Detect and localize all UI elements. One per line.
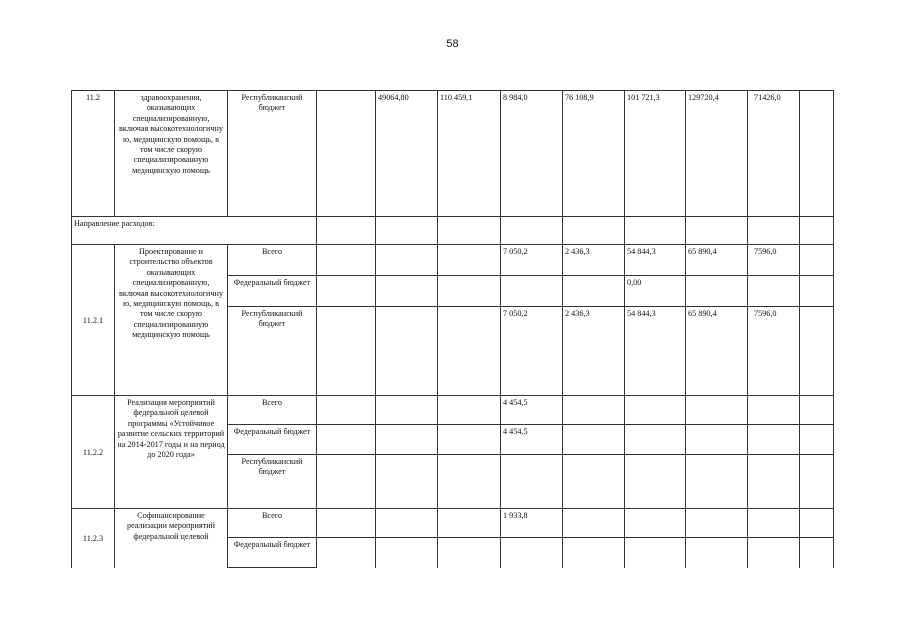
value-cell [317,307,376,396]
funding-source: Федеральный бюджет [228,538,317,568]
value-cell [317,217,376,245]
value-cell [376,509,438,538]
value-cell: 101 721,3 [625,91,686,217]
value-cell [438,307,501,396]
value-cell [686,396,748,425]
value-cell [686,425,748,455]
value-cell: 4 454,5 [501,396,563,425]
value-cell [625,509,686,538]
value-cell [748,455,800,509]
row-name: здравоохранения, оказывающих специализированную, включая высокотехнологичну ю, медицинскую помощь, в том числе скорую специализированную медицинскую помощь [115,91,228,217]
row-name: Реализация мероприятий федеральной целевой программы «Устойчивое развитие сельских территорий на 2014-2017 годы и на период до 2020 года» [115,396,228,509]
value-cell: 129720,4 [686,91,748,217]
funding-source: Республиканский бюджет [228,455,317,509]
value-cell [563,425,625,455]
value-cell [376,396,438,425]
value-cell: 8 984,0 [501,91,563,217]
value-cell [563,396,625,425]
value-cell [317,455,376,509]
funding-source: Федеральный бюджет [228,425,317,455]
row-name: Софинансирование реализации мероприятий федеральной целевой [115,509,228,568]
value-cell: 1 933,8 [501,509,563,538]
value-cell [563,538,625,568]
value-cell [317,396,376,425]
value-cell: 110 459,1 [438,91,501,217]
value-cell [625,455,686,509]
value-cell: 7 050,2 [501,307,563,396]
value-cell [686,276,748,307]
value-cell [686,509,748,538]
value-cell [438,396,501,425]
value-cell: 76 108,9 [563,91,625,217]
value-cell [800,396,834,425]
table-row [72,509,834,538]
value-cell [317,425,376,455]
value-cell [563,509,625,538]
value-cell [501,217,563,245]
value-cell [800,307,834,396]
funding-source: Всего [228,396,317,425]
value-cell [800,245,834,276]
value-cell: 7596,0 [748,245,800,276]
value-cell [625,425,686,455]
value-cell [376,245,438,276]
value-cell [686,217,748,245]
value-cell [800,91,834,217]
value-cell [438,455,501,509]
value-cell: 7596,0 [748,307,800,396]
value-cell: 7 050,2 [501,245,563,276]
value-cell: 54 844,3 [625,307,686,396]
value-cell [438,509,501,538]
value-cell [686,538,748,568]
section-label: Направление расходов: [72,217,317,245]
value-cell [800,276,834,307]
row-code: 11.2.1 [72,245,115,396]
value-cell: 4 454,5 [501,425,563,455]
funding-source: Федеральный бюджет [228,276,317,307]
value-cell [563,217,625,245]
value-cell [800,217,834,245]
value-cell: 54 844,3 [625,245,686,276]
funding-source: Республиканский бюджет [228,91,317,217]
value-cell [748,276,800,307]
table-row [72,91,834,217]
value-cell: 49064,80 [376,91,438,217]
value-cell [748,425,800,455]
value-cell [317,509,376,538]
value-cell [748,509,800,538]
value-cell [376,425,438,455]
value-cell [376,538,438,568]
value-cell [438,245,501,276]
table-row [72,245,834,276]
value-cell [317,91,376,217]
value-cell [625,217,686,245]
value-cell [686,455,748,509]
value-cell [748,538,800,568]
value-cell [501,538,563,568]
row-code: 11.2.3 [72,509,115,568]
funding-source: Всего [228,509,317,538]
value-cell: 0,00 [625,276,686,307]
page-number: 58 [446,38,459,50]
table-row [72,396,834,425]
value-cell [317,538,376,568]
value-cell [563,455,625,509]
value-cell [800,425,834,455]
row-name: Проектирование и строительство объектов оказывающих специализированную, включая высокотехнологичну ю, медицинскую помощь, в том числе скорую специализированную медицинскую помощь [115,245,228,396]
value-cell [800,509,834,538]
value-cell [625,396,686,425]
value-cell [625,538,686,568]
value-cell [376,276,438,307]
value-cell: 65 890,4 [686,307,748,396]
budget-table [71,90,834,568]
value-cell [376,307,438,396]
value-cell: 65 890,4 [686,245,748,276]
value-cell [501,276,563,307]
value-cell [748,396,800,425]
value-cell [438,217,501,245]
value-cell: 2 436,3 [563,307,625,396]
value-cell [317,276,376,307]
value-cell [376,217,438,245]
value-cell [800,538,834,568]
value-cell [748,217,800,245]
row-code: 11.2 [72,91,115,217]
value-cell [438,425,501,455]
value-cell [376,455,438,509]
value-cell [563,276,625,307]
table-row [72,217,834,245]
value-cell [317,245,376,276]
value-cell: 2 436,3 [563,245,625,276]
value-cell [501,455,563,509]
row-code: 11.2.2 [72,396,115,509]
value-cell [438,276,501,307]
funding-source: Республиканский бюджет [228,307,317,396]
value-cell: 71426,0 [748,91,800,217]
value-cell [438,538,501,568]
funding-source: Всего [228,245,317,276]
value-cell [800,455,834,509]
